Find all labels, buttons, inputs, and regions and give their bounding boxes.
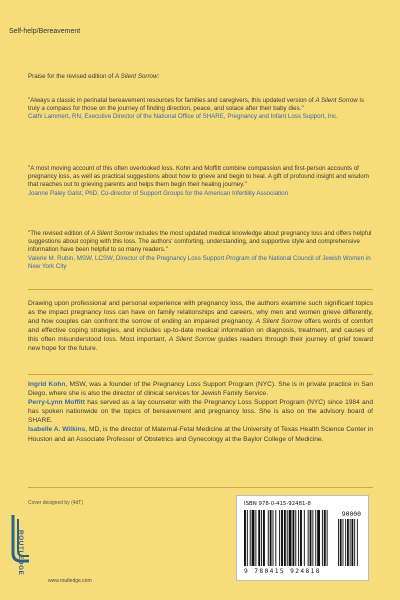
quote-book-title: A Silent Sorrow — [91, 230, 134, 237]
quote-1 — [28, 97, 373, 122]
author-name: Ingrid Kohn — [28, 381, 66, 388]
divider-line — [28, 374, 373, 375]
isbn-label: ISBN 978-0-415-92481-8 — [244, 501, 311, 507]
description-text: Drawing upon professional and personal experience with pregnancy loss, the authors examine such significant topics as the impact pregnancy loss can have on family relationships and careers, why men and women grieve differently, and how couples can confront the sorrow of ending an impaired pregnancy. — [28, 300, 373, 326]
quote-text: is truly a compass for those on the journey of finding direction, peace, and solace after their baby dies." — [28, 97, 364, 113]
quote-text: "A most moving account of this often overlooked loss. Kohn and Moffitt combine compassion and first-person accounts of pregnancy loss, as well as practical suggestions about how to grieve and begin to heal. A gift of profound insight and wisdom that reaches out to grieving parents and helps them begin their healing journey." — [28, 165, 369, 189]
author-bio-text: has served as a lay counselor with the Pregnancy Loss Support Program (NYC) since 1984 and has spoken nationwide on the topics of bereavement and pregnancy loss. She is also on the advisory board of SHARE. — [28, 399, 373, 425]
publisher-url: www.routledge.com — [48, 578, 92, 584]
description-text: offers words of comfort and effective coping strategies, and includes up-to-date medical information on diagnosis, treatment, and causes of this often misunderstood loss. Most important, — [28, 318, 373, 344]
author-bio — [28, 380, 373, 398]
quote-text: "Always a classic in perinatal bereavement resources for families and caregivers, this updated version of — [28, 97, 316, 104]
publisher-name: ROUTLEDGE — [17, 530, 24, 576]
book-description — [28, 299, 373, 354]
description-book-title: A Silent Sorrow — [168, 336, 216, 344]
praise-heading-post: : — [157, 73, 160, 80]
praise-heading-title: A Silent Sorrow — [115, 73, 158, 80]
author-bio — [28, 425, 373, 443]
description-text: guides readers through their journey of grief toward new hope for the future. — [28, 336, 373, 353]
divider-line — [28, 289, 373, 290]
praise-heading — [28, 73, 159, 80]
quote-3 — [28, 230, 373, 271]
description-book-title: A Silent Sorrow — [255, 318, 303, 326]
author-bio — [28, 398, 373, 425]
barcode-number: 9 780415 924818 — [244, 568, 321, 575]
category-label: Self-help/Bereavement — [9, 28, 81, 35]
quote-attribution-details: , RN, Executive Director of the National Office of SHARE, Pregnancy and Infant Loss Support, Inc. — [68, 113, 338, 121]
quote-attribution-name: Valerie M. Rubin — [28, 254, 74, 262]
quote-attribution-details: , MSW, LCSW, Director of the Pregnancy Loss Support Program of the National Council of Jewish Women in New York City — [28, 254, 371, 270]
author-bio-text: , MSW, was a founder of the Pregnancy Loss Support Program (NYC). She is in private practice in San Diego, where she is also the director of clinical services for Jewish Family Service. — [28, 381, 373, 398]
quote-attribution-name: Cathi Lammert — [28, 113, 69, 121]
quote-book-title: A Silent Sorrow — [315, 97, 358, 104]
price-code: 90000 — [341, 510, 361, 518]
quote-attribution-details: , PhD, Co-director of Support Groups for the American Infertility Association — [81, 189, 289, 197]
author-name: Perry-Lynn Moffitt — [28, 399, 85, 407]
praise-heading-pre: Praise for the revised edition of — [28, 73, 116, 80]
cover-credit: Cover designed by (4dT) — [28, 500, 84, 506]
quote-text: "The revised edition of — [28, 230, 92, 237]
author-name: Isabelle A. Wilkins — [28, 426, 86, 434]
quote-attribution-name: Joanne Paley Galst — [28, 189, 82, 197]
author-bio-text: , MD, is the director of Maternal-Fetal Medicine at the University of Texas Health Science Center in Houston and an Associate Professor of Obstetrics and Gynecology at the Baylor College of Medicine. — [28, 426, 373, 443]
barcode-icon — [244, 510, 361, 568]
divider-line — [28, 487, 373, 488]
isbn-barcode-box — [236, 495, 369, 581]
quote-2 — [28, 165, 373, 198]
quote-text: includes the most updated medical knowledge about pregnancy loss and offers helpful suggestions about coping with this loss. The authors' comforting, understanding, and supportive style and comprehensive information have been helpful to so many readers." — [28, 230, 372, 254]
author-bios — [28, 380, 373, 444]
